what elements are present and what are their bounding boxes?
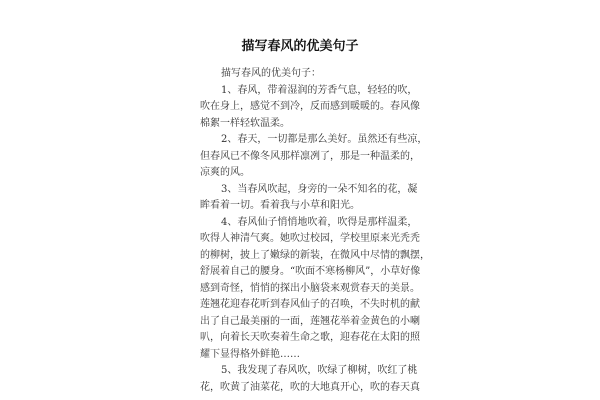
text-line: 棉絮一样轻软温柔。	[200, 117, 290, 129]
text-line: 凉爽的风。	[200, 167, 250, 178]
text-line: 感到奇怪，悄悄的探出小脑袋来观赏春天的美景。	[200, 282, 420, 294]
text-line: 耀下显得格外鲜艳……	[200, 348, 300, 360]
text-line: 花，吹黄了油菜花，吹的大地真开心，吹的春天真	[200, 381, 420, 393]
text-line: 出了自己最美丽的一面，莲翘花举着金黄色的小喇	[200, 315, 420, 327]
text-line: 5、我发现了春风吹，吹绿了柳树，吹红了桃	[221, 365, 418, 376]
text-line: 1、春风，带着湿润的芳香气息，轻轻的吹，	[221, 84, 418, 96]
text-line: 眸看着一切。看着我与小草和阳光。	[200, 200, 360, 211]
text-line: 描写春风的优美句子：	[221, 68, 321, 79]
text-line: 的柳树，披上了嫩绿的新装，在微风中尽情的飘摆，	[200, 249, 430, 261]
text-line: 3、当春风吹起，身旁的一朵不知名的花，凝	[221, 183, 418, 195]
text-line: 但春风已不像冬风那样凛冽了，那是一种温柔的，	[200, 150, 420, 162]
text-line: 舒展着自己的腰身。“吹面不寒杨柳风”，小草好像	[200, 266, 421, 277]
page-title: 描写春风的优美句子	[241, 39, 359, 54]
text-line: 叭，向着长天吹奏着生命之歌，迎春花在太阳的照	[200, 332, 420, 343]
text-line: 吹得人神清气爽。她吹过校园，学校里原来光秃秃	[200, 233, 420, 244]
article-body	[200, 66, 430, 396]
text-line: 4、春风仙子悄悄地吹着，吹得是那样温柔，	[221, 216, 418, 228]
text-line: 2、春天，一切都是那么美好。虽然还有些凉，	[221, 134, 428, 145]
text-line: 吹在身上，感觉不到冷，反而感到暖暖的。春风像	[200, 101, 420, 112]
text-line: 莲翘花迎春花听到春风仙子的召唤，不失时机的献	[200, 299, 420, 310]
